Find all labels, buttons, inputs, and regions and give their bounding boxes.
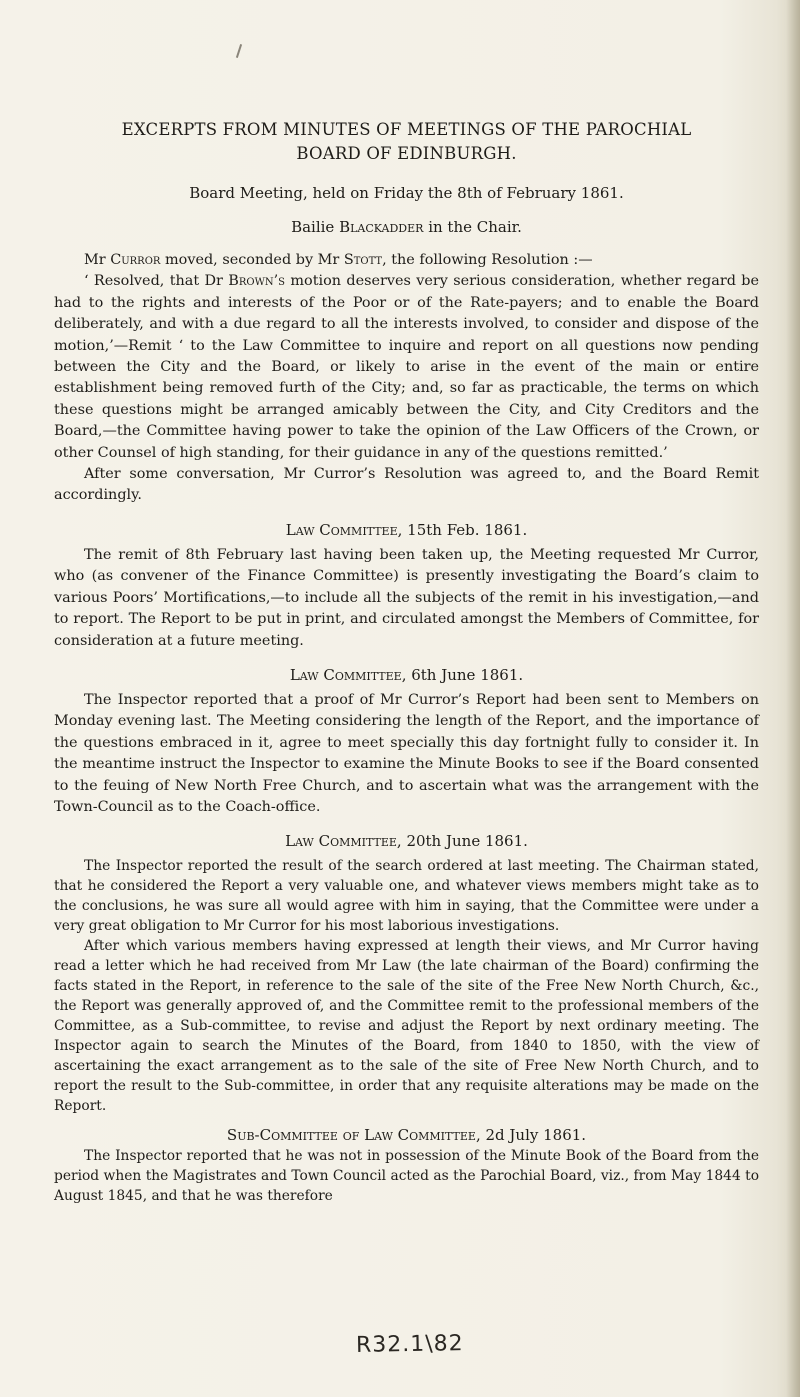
law3-date: , 20th June 1861. — [396, 832, 528, 851]
law-committee-paragraph-2: The Inspector reported that a proof of Mr Curror’s Report had been sent to Members on Monday evening last. The Meeting considering the length of the Report, and the importance of the questions embraced in it, agree to meet specially this day fortnight fully to consider it. In the meantime instruct the Inspector to examine the Minute Books to see if the Board consented to the feuing of New North Free Church, and to ascertain what was the arrangement with the Town-Council as to the Coach-office. — [54, 691, 759, 815]
motion-text-1: Mr — [84, 252, 111, 268]
law3-prefix: Law Committee — [285, 832, 397, 851]
law-committee-paragraph-1: The remit of 8th February last having been taken up, the Meeting requested Mr Curror, who (as convener of the Finance Committee) is presently investigating the Board’s claim to various Poors’ Mortifications,—to include all the subjects of the remit in his investigation,—and to report. The Report to be put in print, and circulated amongst the Members of Committee, for consideration at a future meeting. — [54, 546, 759, 649]
law1-date: , 15th Feb. 1861. — [397, 520, 528, 539]
law-committee-paragraph-3a: The Inspector reported the result of the search ordered at last meeting. The Chairman stated, that he considered the Report a very valuable one, and whatever views members might take as to the conclusions, he was sure all would agree with him in saying, that the Committee were under a very great obligation to Mr Curror for his most laborious investigations. — [54, 858, 759, 935]
catalog-mark: R32.1\82 — [355, 1331, 464, 1358]
chair-suffix: in the Chair. — [423, 218, 522, 236]
sub-prefix: Sub-Committee of Law Committee — [226, 1126, 476, 1145]
page-edge-shadow — [786, 0, 800, 1397]
document-title-line1: EXCERPTS FROM MINUTES OF MEETINGS OF THE PAROCHIAL — [121, 120, 692, 139]
resolution-paragraph — [54, 271, 759, 464]
law2-date: , 6th June 1861. — [401, 665, 524, 684]
document-body — [54, 118, 759, 1206]
law-committee-paragraph-3b: After which various members having expressed at length their views, and Mr Curror having read a letter which he had received from Mr Law (the late chairman of the Board) confirming the facts stated in the Report, in reference to the sale of the site of the Free New North Church, &c., the Report was generally approved of, and the Committee remit to the professional members of the Committee, as a Sub-committee, to revise and adjust the Report by next ordinary meeting. The Inspector again to search the Minutes of the Board, from 1840 to 1850, with the view of ascertaining the exact arrangement as to the sale of the site of Free New North Church, and to report the result to the Sub-committee, in order that any requisite alterations may be made on the Report. — [54, 938, 759, 1115]
motion-paragraph — [54, 250, 759, 271]
law-committee-heading-3 — [54, 830, 759, 852]
resolution-text-1: ‘ Resolved, that Dr — [84, 273, 229, 290]
after-conversation-paragraph: After some conversation, Mr Curror’s Resolution was agreed to, and the Board Remit accordingly. — [54, 466, 759, 504]
chair-prefix: Bailie — [291, 218, 340, 236]
chair-line — [54, 216, 759, 238]
resolution-text-2: motion deserves very serious consideration, whether regard be had to the rights and interests of the Poor or of the Rate-payers; and to enable the Board deliberately, and with a due regard to all the interests involved, to consider and dispose of the motion,’—Remit ‘ to the Law Committee to inquire and report on all questions now pending between the City and the Board, or likely to arise in the event of the main or entire establishment being removed furth of the City; and, so far as practicable, the terms on which these questions might be arranged amicably between the City, and City Creditors and the Board,—the Committee having power to take the opinion of the Law Officers of the Crown, or other Counsel of high standing, for their guidance in any of the questions remitted.’ — [54, 273, 760, 461]
sub-date: , 2d July 1861. — [475, 1126, 587, 1145]
sub-committee-heading — [54, 1124, 759, 1146]
motion-stott: Stott — [343, 252, 383, 268]
chair-name: Blackadder — [339, 218, 424, 236]
law1-prefix: Law Committee — [285, 520, 398, 539]
law-committee-heading-1 — [54, 519, 759, 541]
sub-committee-paragraph: The Inspector reported that he was not in possession of the Minute Book of the Board from the period when the Magistrates and Town Council acted as the Parochial Board, viz., from May 1844 to August 1845, and that he was therefore — [54, 1148, 759, 1205]
law2-prefix: Law Committee — [289, 665, 402, 684]
meeting-line: Board Meeting, held on Friday the 8th of February 1861. — [189, 184, 624, 202]
resolution-brown: Brown’s — [228, 273, 286, 290]
document-title-line2: BOARD OF EDINBURGH. — [296, 144, 517, 163]
motion-curror: Curror — [110, 252, 161, 268]
pencil-mark — [236, 44, 242, 58]
law-committee-heading-2 — [54, 664, 759, 686]
motion-text-3: , the following Resolution :— — [382, 252, 593, 268]
motion-text-2: moved, seconded by Mr — [160, 252, 344, 268]
